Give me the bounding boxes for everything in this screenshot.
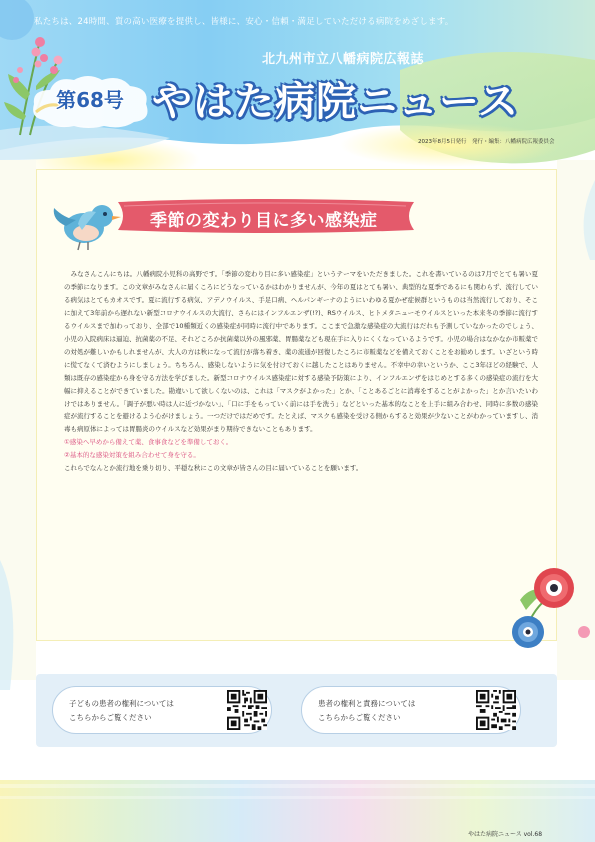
issue-number: 第68号 xyxy=(56,88,124,112)
highlight-point-1: ①感染へ早めから備えて薬、食事食などを準備しておく。 xyxy=(64,438,233,447)
footer-issue-label: やはた病院ニュース vol.68 xyxy=(468,831,543,838)
article-body xyxy=(64,268,538,475)
mission-statement: 私たちは、24時間、質の高い医療を提供し、皆様に、安心・信頼・満足していただける病院をめざします。 xyxy=(34,17,454,27)
newsletter-title: やはた病院ニュース xyxy=(152,79,519,125)
qr-link-card-child-rights[interactable] xyxy=(52,686,272,734)
qr-links-bar xyxy=(36,674,557,747)
publication-date-line: 2023年8月5日発行 発行・編集：八幡病院広報委員会 xyxy=(418,139,555,145)
article-heading: 季節の変わり目に多い感染症 xyxy=(150,211,378,231)
article-paragraph: みなさんこんにちは。八幡病院小児科の高野です。「季節の変わり目に多い感染症」というテーマをいただきました。これを書いているのは7月でとても暑い夏の季節になります。この文章がみなさんに届くころにどうなっているかはわかりませんが、今年の夏はとても暑い、典型的な夏季であるにも関わらず、流行している病気はとてもカオスです。夏に流行する病気、アデノウイルス、手足口病、ヘルパンギーナのようにいわゆる夏かぜ症候群というものは当然流行しており、そこに加えて3年前から遅れない新型コロナウイルスの大流行、さらにはインフルエンザ(!?)、RSウイルス、ヒトメタニューモウイルスといった本来冬の季節に流行するウイルスまで加わっており、全部で10種類近くの感染症が同時に流行中であります。ここまで急激な感染症の大流行はだれも予測していなかったのでしょう、小児の入院病床は逼迫、抗菌薬の不足、それどころか抗菌薬以外の風邪薬、胃腸薬なども現在手に入りにくくなっているようです。小児の場合はなかなか市販薬での対処が難しいかもしれませんが、大人の方は秋になって流行が落ち着き、薬の流通が回復したころに市販薬などを備えておくことをお勧めします。いざという時に慌てなくて済むようにしましょう。ちちろん、感染しないように気を付けておくに越したことはありません。不幸中の幸いというか、ここ3年ほどの経験で、人類は既存の感染症から身を守る方法を学びました。新型コロナウイルス感染症に対する感染予防策により、インフルエンザをはじめとする多くの感染症の流行を大幅に抑えることができていました。勘違いして欲しくないのは、これは「マスクがよかった」とか、「ことあるごとに消毒をすることがよかった」とか言いたいわけではありません。「調子が悪い時は人に近づかない」、「口に手をもっていく前には手を洗う」などといった基本的なことを上手に組み合わせ、同時に多数の感染症が流行することを避けるよう心がけましょう。一つだけではだめです。たとえば、マスクも感染を受ける側からすると効果が少ないことがわかっていますし、消毒も病原体によっては胃腸炎のウイルスなど効果がまり期待できないこともあります。 xyxy=(64,270,538,434)
qr-link-card-patient-rights[interactable] xyxy=(301,686,521,734)
newsletter-subtitle: 北九州市立八幡病院広報誌 xyxy=(262,52,425,67)
qr-code-icon[interactable] xyxy=(476,690,516,730)
article-closing: これらでなんとか流行地を乗り切り、平穏な秋にこの文章が皆さんの目に届いていることを願います。 xyxy=(64,464,363,473)
qr-link-text-line1: 子どもの患者の権利については xyxy=(69,699,174,708)
anemone-flower-illustration xyxy=(500,560,595,656)
qr-link-text-line2: こちらからご覧ください xyxy=(318,713,401,722)
qr-link-text-line1: 患者の権利と責務については xyxy=(318,699,416,708)
qr-link-text-line2: こちらからご覧ください xyxy=(69,713,152,722)
highlight-point-2: ②基本的な感染対策を組み合わせて身を守る。 xyxy=(64,451,200,460)
qr-code-icon[interactable] xyxy=(227,690,267,730)
bird-icon xyxy=(52,196,122,254)
